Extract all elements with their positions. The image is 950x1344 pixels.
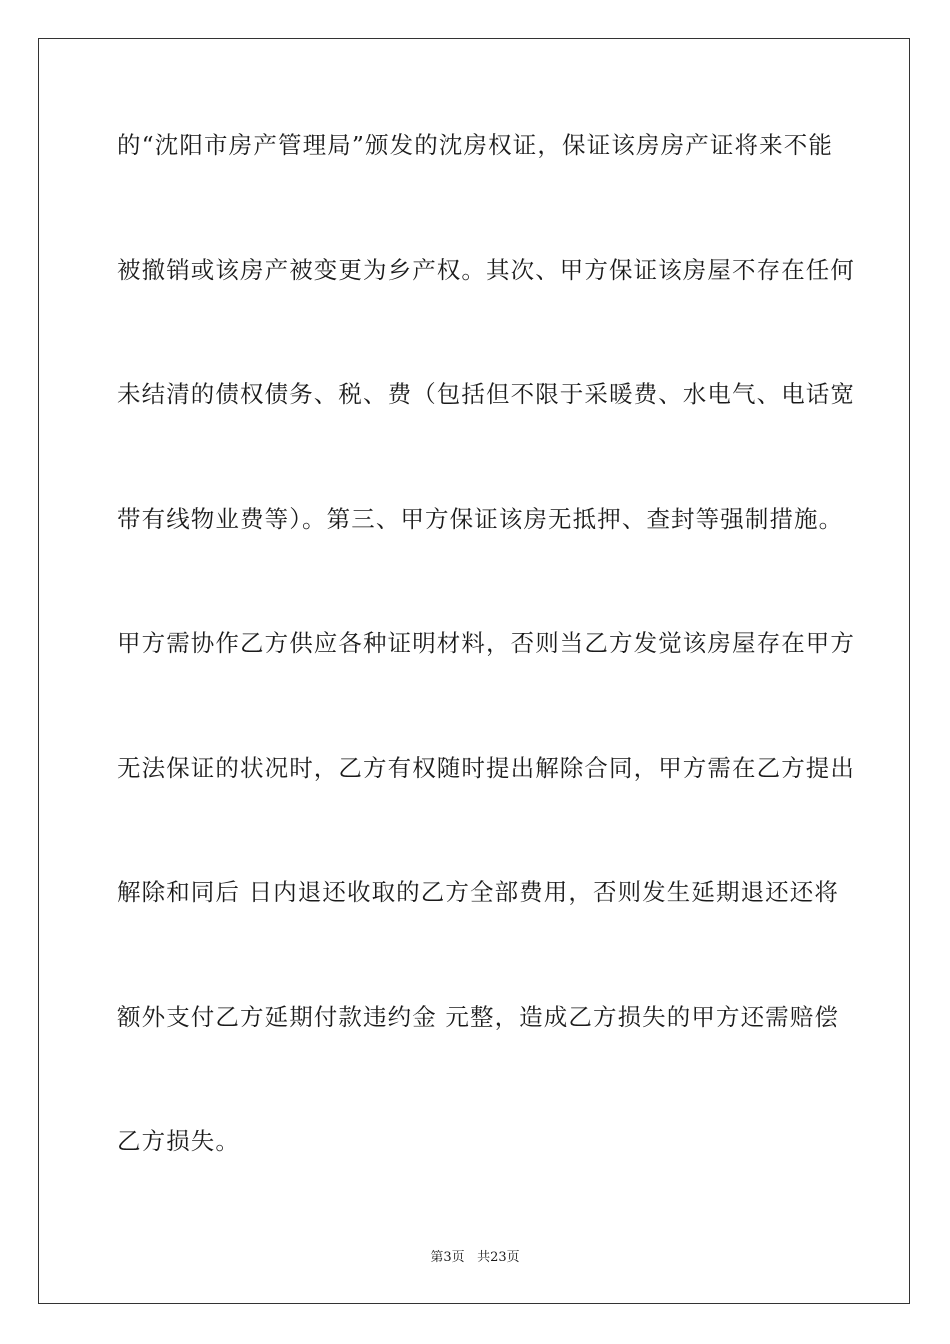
paragraph-line: 无法保证的状况时，乙方有权随时提出解除合同，甲方需在乙方提出	[117, 753, 855, 782]
paragraph-line: 未结清的债权债务、税、费（包括但不限于采暖费、水电气、电话宽	[117, 380, 855, 408]
page-footer	[0, 1246, 950, 1265]
paragraph-line: 乙方损失。	[117, 1127, 240, 1155]
page-number: 第3页	[430, 1250, 465, 1265]
paragraph-line: 解除和同后 日内退还收取的乙方全部费用，否则发生延期退还还将	[117, 878, 839, 906]
paragraph-line: 被撤销或该房产被变更为乡产权。其次、甲方保证该房屋不存在任何	[117, 255, 855, 284]
paragraph-line: 带有线物业费等）。第三、甲方保证该房无抵押、查封等强制措施。	[117, 504, 844, 533]
page-total: 共23页	[477, 1250, 520, 1265]
document-body	[117, 127, 855, 1248]
paragraph-line: 的“沈阳市房产管理局”颁发的沈房权证，保证该房房产证将来不能	[117, 131, 833, 159]
paragraph-line: 甲方需协作乙方供应各种证明材料，否则当乙方发觉该房屋存在甲方	[117, 629, 855, 657]
paragraph-line: 额外支付乙方延期付款违约金 元整，造成乙方损失的甲方还需赔偿	[117, 1002, 839, 1031]
